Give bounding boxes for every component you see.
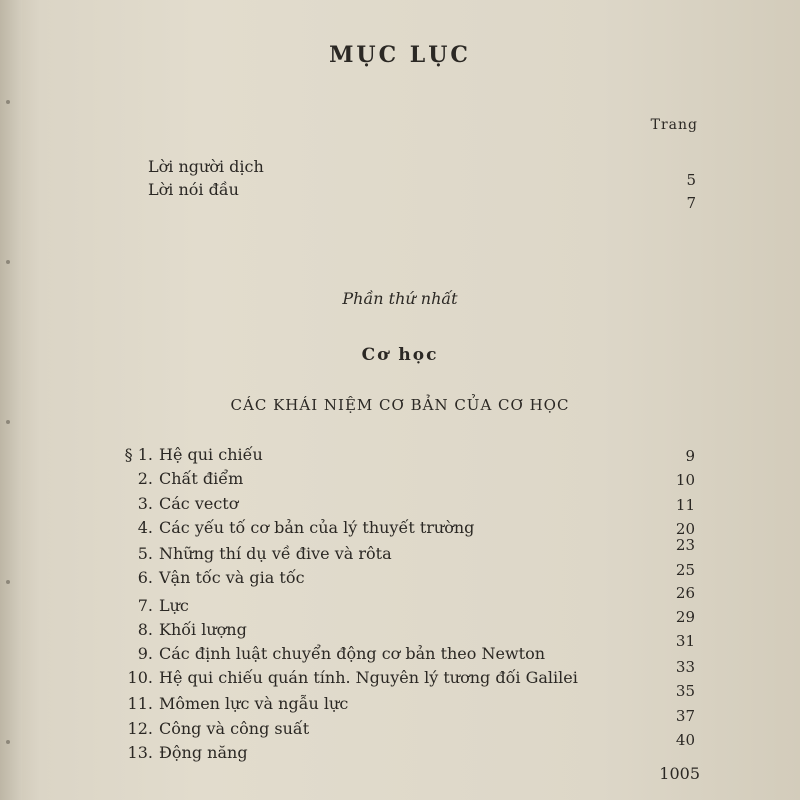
toc-entry [115, 584, 695, 620]
entry-number: 7. [137, 596, 153, 615]
entry-number: 12. [127, 719, 153, 738]
toc-entry [115, 518, 695, 542]
entry-page: 26 [675, 584, 695, 602]
entry-label: Hệ qui chiếu [159, 445, 263, 464]
part-heading: Phần thứ nhất [342, 289, 458, 308]
entry-page: 40 [675, 731, 695, 749]
entry-label: Các yếu tố cơ bản của lý thuyết trường [159, 518, 475, 537]
toc-entry [115, 494, 695, 518]
entry-number: 13. [127, 743, 153, 762]
entry-label: Khối lượng [159, 620, 247, 639]
entry-page: 10 [675, 471, 695, 489]
entry-number: 11. [127, 694, 153, 713]
page-title: MỤC LỤC [329, 42, 471, 68]
section-heading: Cơ học [361, 345, 439, 365]
toc-entry [115, 445, 695, 469]
entry-label: Lực [159, 596, 189, 615]
front-matter-label: Lời người dịch [148, 157, 264, 176]
entry-label: Hệ qui chiếu quán tính. Nguyên lý tương đối Galilei [159, 668, 578, 687]
entry-page: 35 [675, 682, 695, 700]
entry-label: Mômen lực và ngẫu lực [159, 694, 349, 713]
toc-entry [115, 682, 695, 718]
front-matter-page: 7 [686, 194, 696, 212]
entry-number: 6. [137, 568, 153, 587]
entry-page: 20 [675, 520, 695, 538]
entry-page: 23 [675, 536, 695, 554]
toc-entry [115, 707, 695, 743]
binding-hole [6, 420, 10, 424]
entry-label: Các vectơ [159, 494, 239, 513]
entry-number: 3. [137, 494, 153, 513]
entry-page: 31 [675, 632, 695, 650]
entry-number: § 1. [124, 445, 153, 464]
entry-page: 9 [685, 447, 695, 465]
entry-page: 29 [675, 608, 695, 626]
entry-number: 2. [137, 469, 153, 488]
entry-label: Các định luật chuyển động cơ bản theo Newton [159, 644, 546, 663]
entry-label: Chất điểm [159, 469, 244, 488]
toc-entry [115, 731, 695, 767]
entry-label: Vận tốc và gia tốc [159, 568, 305, 587]
entry-number: 8. [137, 620, 153, 639]
toc-entry [115, 632, 695, 668]
toc-entry [115, 658, 695, 692]
entry-number: 9. [137, 644, 153, 663]
entry-label: Công và công suất [159, 719, 310, 738]
toc-entry [115, 561, 695, 592]
entry-label: Động năng [159, 743, 248, 762]
binding-hole [6, 100, 10, 104]
binding-hole [6, 580, 10, 584]
toc-entry [115, 608, 695, 644]
entry-page: 33 [675, 658, 695, 676]
binding-hole [6, 260, 10, 264]
page-number: 1005 [659, 764, 700, 783]
entry-number: 4. [137, 518, 153, 537]
binding-hole [6, 740, 10, 744]
entry-page: 25 [675, 561, 695, 579]
entry-page: 37 [675, 707, 695, 725]
chapter-heading: CÁC KHÁI NIỆM CƠ BẢN CỦA CƠ HỌC [230, 396, 570, 414]
front-matter-page: 5 [686, 171, 696, 189]
toc-entry [115, 469, 695, 493]
front-matter-label: Lời nói đầu [148, 180, 239, 199]
page-column-header: Trang [650, 117, 698, 133]
toc-entry [115, 536, 695, 568]
entry-page: 11 [675, 496, 695, 514]
entry-number: 5. [137, 544, 153, 563]
entry-number: 10. [127, 668, 153, 687]
entry-label: Những thí dụ về đive và rôta [159, 544, 392, 563]
